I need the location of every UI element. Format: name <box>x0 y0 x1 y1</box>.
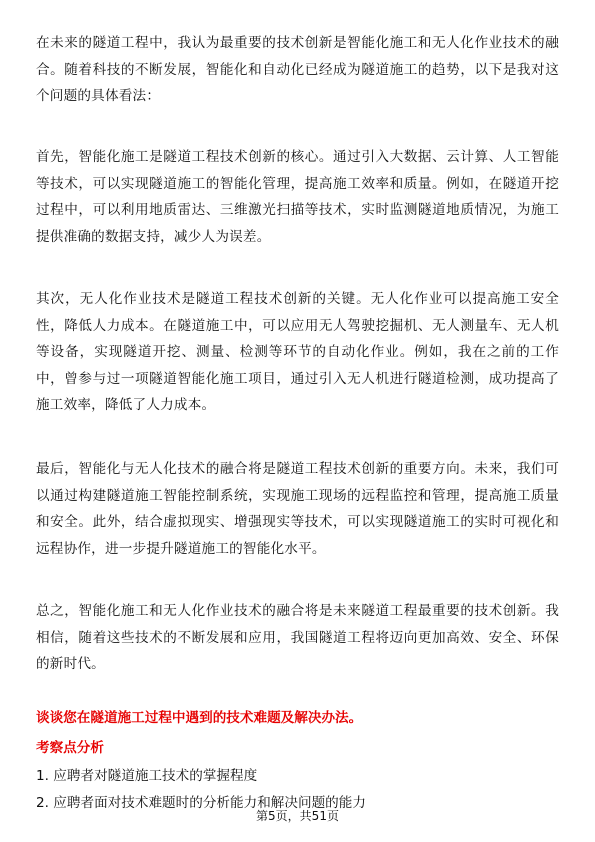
paragraph-third: 最后，智能化与无人化技术的融合将是隧道工程技术创新的重要方向。未来，我们可以通过构建隧道施工智能控制系统，实现施工现场的远程监控和管理，提高施工质量和安全。此外，结合虚拟现实、增强现实等技术，可以实现隧道施工的实时可视化和远程协作，进一步提升隧道施工的智能化水平。 <box>36 461 559 557</box>
interview-question: 谈谈您在隧道施工过程中遇到的技术难题及解决办法。 <box>36 710 363 726</box>
paragraph-first: 首先，智能化施工是隧道工程技术创新的核心。通过引入大数据、云计算、人工智能等技术，可以实现隧道施工的智能化管理，提高施工效率和质量。例如，在隧道开挖过程中，可以利用地质雷达、三维激光扫描等技术，实时监测隧道地质情况，为施工提供准确的数据支持，减少人为误差。 <box>36 149 559 245</box>
paragraph-conclusion: 总之，智能化施工和无人化作业技术的融合将是未来隧道工程最重要的技术创新。我相信，随着这些技术的不断发展和应用，我国隧道工程将迈向更加高效、安全、环保的新时代。 <box>36 603 559 672</box>
page-footer: 第5页，共51页 <box>256 809 339 823</box>
section-title: 考察点分析 <box>36 740 104 756</box>
list-item: 2. 应聘者面对技术难题时的分析能力和解决问题的能力 <box>36 795 366 811</box>
list-item: 1. 应聘者对隧道施工技术的掌握程度 <box>36 768 258 784</box>
paragraph-second: 其次，无人化作业技术是隧道工程技术创新的关键。无人化作业可以提高施工安全性，降低人力成本。在隧道施工中，可以应用无人驾驶挖掘机、无人测量车、无人机等设备，实现隧道开挖、测量、检测等环节的自动化作业。例如，我在之前的工作中，曾参与过一项隧道智能化施工项目，通过引入无人机进行隧道检测，成功提高了施工效率，降低了人力成本。 <box>36 291 559 413</box>
paragraph-intro: 在未来的隧道工程中，我认为最重要的技术创新是智能化施工和无人化作业技术的融合。随着科技的不断发展，智能化和自动化已经成为隧道施工的趋势，以下是我对这个问题的具体看法： <box>36 35 559 104</box>
